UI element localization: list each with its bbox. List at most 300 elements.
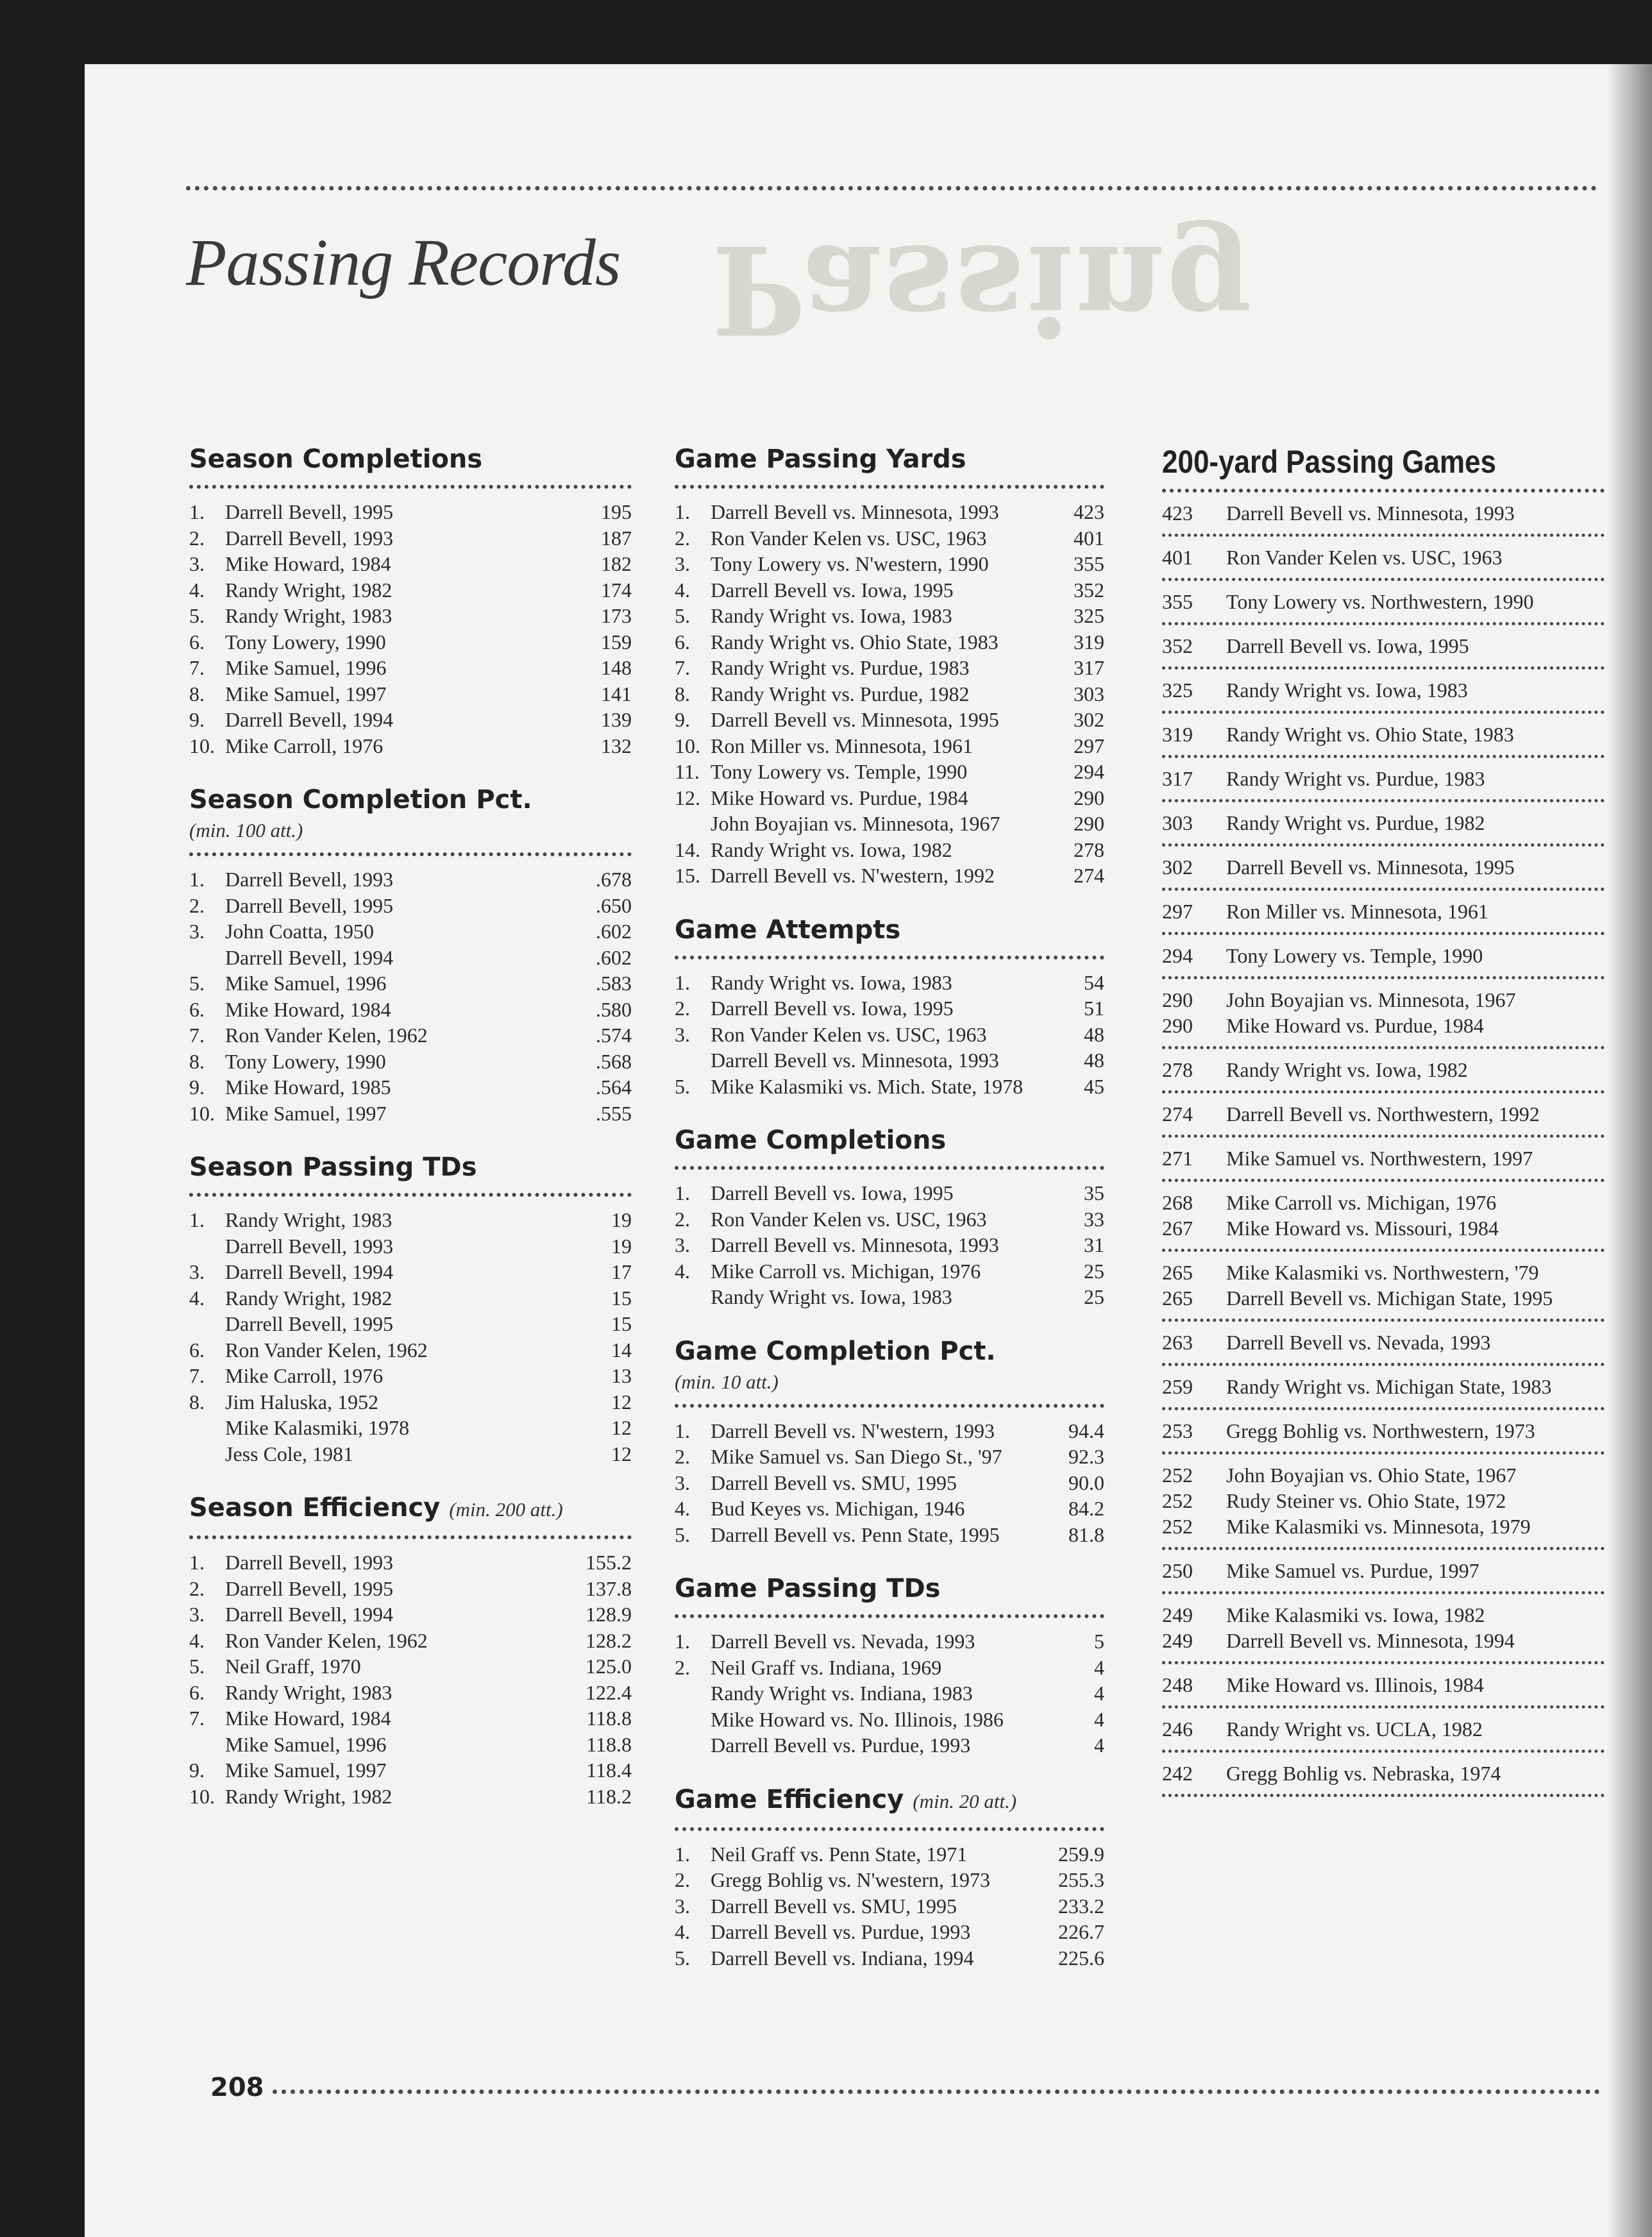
record-rank: 1. (675, 500, 690, 523)
record-row (189, 1441, 632, 1467)
game-entry (1162, 1049, 1605, 1093)
record-value: 118.8 (586, 1732, 632, 1756)
game-description: Mike Kalasmiki vs. Iowa, 1982 (1226, 1603, 1485, 1626)
section-title-text: Game Attempts (675, 915, 901, 945)
section-rule (675, 1614, 1104, 1618)
record-value: 352 (1074, 578, 1104, 602)
record-value: 25 (1084, 1259, 1104, 1283)
record-value: 302 (1074, 708, 1104, 731)
game-description: Mike Howard vs. Illinois, 1984 (1226, 1673, 1484, 1696)
record-rank: 8. (189, 682, 205, 705)
game-line (1162, 854, 1605, 880)
record-holder: Mike Kalasmiki, 1978 (225, 1416, 410, 1439)
record-rank (675, 1284, 711, 1310)
game-yards: 248 (1162, 1673, 1193, 1696)
page-gutter-shadow (1607, 64, 1652, 2237)
record-row (675, 970, 1104, 996)
record-holder: Mike Samuel vs. San Diego St., '97 (711, 1445, 1002, 1468)
record-value: 13 (611, 1364, 632, 1387)
game-line (1162, 810, 1605, 836)
section-title (675, 1124, 1104, 1157)
game-entry (1162, 493, 1605, 537)
record-holder: Randy Wright vs. Iowa, 1983 (711, 1285, 952, 1308)
record-section (189, 1491, 632, 1809)
column-left (189, 443, 632, 1809)
game-description: Darrell Bevell vs. Minnesota, 1994 (1226, 1629, 1515, 1652)
record-row (189, 1337, 632, 1363)
record-row (675, 1180, 1104, 1206)
record-row (675, 995, 1104, 1022)
record-row (189, 1285, 632, 1312)
record-value: 12 (611, 1390, 632, 1414)
record-section (675, 1572, 1104, 1759)
game-line (1162, 677, 1605, 703)
record-rank: 2. (675, 1655, 690, 1679)
record-holder: Darrell Bevell vs. Minnesota, 1995 (711, 708, 999, 731)
game-description: Darrell Bevell vs. Nevada, 1993 (1226, 1331, 1491, 1354)
record-row (189, 1784, 632, 1810)
record-rank: 9. (189, 1076, 205, 1099)
record-row (189, 997, 632, 1023)
record-value: 259.9 (1058, 1842, 1104, 1866)
section-title (675, 1783, 1104, 1818)
game-description: Randy Wright vs. Purdue, 1983 (1226, 767, 1485, 790)
record-value: 182 (601, 552, 632, 575)
record-row (189, 551, 632, 577)
record-holder: Mike Kalasmiki vs. Mich. State, 1978 (711, 1074, 1024, 1098)
record-row (189, 1705, 632, 1732)
game-description: Mike Kalasmiki vs. Minnesota, 1979 (1226, 1515, 1531, 1538)
game-description: Darrell Bevell vs. Iowa, 1995 (1226, 634, 1469, 657)
record-rank: 5. (189, 604, 205, 627)
record-rank (675, 1047, 711, 1074)
record-row (675, 1732, 1104, 1759)
record-holder: Mike Samuel, 1997 (225, 682, 387, 705)
record-rank: 5. (675, 1946, 690, 1970)
record-rank (189, 1415, 225, 1441)
record-row (189, 1549, 632, 1576)
record-row (189, 945, 632, 971)
game-line (1162, 1418, 1605, 1444)
column-middle (675, 443, 1104, 1971)
record-rank: 3. (675, 1233, 690, 1256)
record-holder: John Boyajian vs. Minnesota, 1967 (711, 812, 1000, 835)
record-row (189, 629, 632, 655)
record-row (189, 1653, 632, 1680)
game-line (1162, 1260, 1605, 1285)
record-holder: Randy Wright, 1983 (225, 1680, 392, 1704)
record-holder: Darrell Bevell vs. Iowa, 1995 (711, 997, 954, 1020)
record-row (675, 837, 1104, 863)
record-row (189, 733, 632, 759)
game-entry (1162, 670, 1605, 714)
section-title-text: Game Passing Yards (675, 444, 966, 474)
game-yards: 297 (1162, 900, 1193, 923)
record-row (675, 811, 1104, 837)
game-entry (1162, 1550, 1605, 1594)
game-entry (1162, 714, 1605, 758)
record-row (675, 707, 1104, 733)
record-holder: John Coatta, 1950 (225, 920, 374, 943)
record-row (189, 1049, 632, 1075)
game-description: Randy Wright vs. Iowa, 1982 (1226, 1058, 1468, 1081)
game-yards: 401 (1162, 546, 1193, 569)
game-description: Mike Howard vs. Missouri, 1984 (1226, 1217, 1499, 1240)
record-value: 94.4 (1068, 1419, 1104, 1442)
game-description: Darrell Bevell vs. Michigan State, 1995 (1226, 1287, 1553, 1310)
record-holder: Randy Wright, 1983 (225, 604, 392, 627)
record-value: 423 (1074, 500, 1104, 523)
record-row (675, 1893, 1104, 1920)
record-row (675, 1258, 1104, 1285)
game-description: Ron Vander Kelen vs. USC, 1963 (1226, 546, 1503, 569)
record-rank: 4. (675, 1497, 690, 1520)
page-title: Passing Records (186, 226, 621, 300)
record-rank: 10. (189, 734, 215, 757)
top-dotted-rule (186, 186, 1597, 190)
record-value: 118.8 (586, 1707, 632, 1730)
record-holder: Randy Wright, 1982 (225, 578, 392, 602)
record-value: 290 (1074, 786, 1104, 809)
game-line (1162, 1716, 1605, 1742)
record-holder: Darrell Bevell vs. Purdue, 1993 (711, 1920, 971, 1943)
game-line (1162, 1760, 1605, 1786)
record-value: 25 (1084, 1285, 1104, 1308)
record-holder: Ron Vander Kelen, 1962 (225, 1628, 428, 1652)
game-line (1162, 1462, 1605, 1488)
record-value: 31 (1084, 1233, 1104, 1256)
game-description: Darrell Bevell vs. Minnesota, 1995 (1226, 856, 1515, 879)
record-row (189, 970, 632, 997)
record-row (675, 1444, 1104, 1470)
record-holder: Darrell Bevell, 1994 (225, 708, 394, 731)
record-rank (675, 1707, 711, 1733)
game-line (1162, 766, 1605, 791)
record-holder: Mike Samuel, 1997 (225, 1101, 387, 1125)
record-rank: 2. (675, 1868, 690, 1891)
record-holder: Mike Howard, 1984 (225, 1707, 391, 1730)
section-title-text: Season Completions (189, 444, 483, 474)
game-description: John Boyajian vs. Ohio State, 1967 (1226, 1464, 1517, 1487)
record-row (675, 1206, 1104, 1233)
record-holder: Darrell Bevell, 1993 (225, 1551, 394, 1574)
game-yards: 253 (1162, 1419, 1193, 1442)
game-yards: 325 (1162, 679, 1193, 702)
ghost-title: Passing (712, 218, 1254, 361)
section-title: 200-yard Passing Games (1162, 444, 1496, 480)
column-right (1162, 443, 1605, 1797)
record-holder: Mike Howard, 1984 (225, 997, 391, 1021)
record-section (189, 1151, 632, 1467)
game-entry (1162, 581, 1605, 625)
record-row (189, 681, 632, 707)
record-rank: 1. (189, 500, 205, 523)
game-entry (1162, 625, 1605, 670)
record-value: 54 (1084, 970, 1104, 994)
record-section (675, 443, 1104, 889)
record-rank: 2. (675, 1445, 690, 1468)
game-entry (1162, 1753, 1605, 1797)
record-row (675, 1919, 1104, 1945)
section-title-text: Game Completion Pct. (675, 1336, 996, 1366)
section-title (189, 443, 632, 476)
game-yards: 268 (1162, 1191, 1193, 1214)
game-yards: 423 (1162, 502, 1193, 525)
record-rank: 9. (189, 708, 205, 731)
record-rank: 4. (189, 1286, 205, 1310)
record-rank (675, 1680, 711, 1707)
record-holder: Darrell Bevell, 1994 (225, 945, 394, 969)
record-holder: Gregg Bohlig vs. N'western, 1973 (711, 1868, 990, 1891)
record-holder: Randy Wright vs. Ohio State, 1983 (711, 630, 999, 654)
game-yards: 246 (1162, 1718, 1193, 1741)
game-yards: 278 (1162, 1058, 1193, 1081)
record-value: 33 (1084, 1207, 1104, 1231)
game-entry (1162, 1594, 1605, 1664)
record-value: 15 (611, 1312, 632, 1335)
record-holder: Mike Howard, 1984 (225, 552, 391, 575)
record-holder: Ron Miller vs. Minnesota, 1961 (711, 734, 973, 757)
game-yards: 265 (1162, 1287, 1193, 1310)
section-rule (189, 1535, 632, 1539)
record-rank: 3. (189, 1260, 205, 1283)
record-value: 139 (601, 708, 632, 731)
record-rank: 1. (675, 1419, 690, 1442)
record-section (675, 913, 1104, 1100)
record-value: 187 (601, 526, 632, 550)
record-row (675, 629, 1104, 655)
record-holder: Tony Lowery, 1990 (225, 1049, 386, 1073)
record-holder: Neil Graff vs. Indiana, 1969 (711, 1655, 942, 1679)
record-holder: Darrell Bevell vs. N'western, 1993 (711, 1419, 995, 1442)
record-value: 355 (1074, 552, 1104, 575)
record-rank: 2. (675, 997, 690, 1020)
game-entry (1162, 1093, 1605, 1138)
record-value: 297 (1074, 734, 1104, 757)
record-row (675, 1470, 1104, 1496)
record-rank: 4. (189, 578, 205, 602)
game-line (1162, 1672, 1605, 1698)
record-value: 148 (601, 656, 632, 679)
game-yards: 249 (1162, 1603, 1193, 1626)
game-line (1162, 500, 1605, 526)
record-value: 48 (1084, 1049, 1104, 1072)
game-line (1162, 1602, 1605, 1628)
record-value: 174 (601, 578, 632, 602)
record-rank: 1. (189, 1551, 205, 1574)
game-yards: 265 (1162, 1261, 1193, 1284)
game-line (1162, 899, 1605, 924)
record-rank: 5. (675, 1523, 690, 1546)
record-row (189, 707, 632, 733)
record-value: .574 (596, 1024, 632, 1047)
record-holder: Darrell Bevell, 1994 (225, 1603, 394, 1626)
game-line (1162, 1628, 1605, 1653)
record-row (675, 1284, 1104, 1310)
record-row (189, 1757, 632, 1784)
record-holder: Randy Wright, 1982 (225, 1286, 392, 1310)
record-holder: Ron Vander Kelen, 1962 (225, 1338, 428, 1362)
record-holder: Ron Vander Kelen vs. USC, 1963 (711, 1022, 987, 1046)
game-line (1162, 589, 1605, 614)
record-holder: Darrell Bevell, 1993 (225, 1234, 394, 1258)
game-description: Tony Lowery vs. Temple, 1990 (1226, 944, 1483, 967)
game-entry (1162, 1138, 1605, 1182)
record-holder: Darrell Bevell, 1995 (225, 1312, 394, 1335)
record-holder: Darrell Bevell vs. Iowa, 1995 (711, 578, 954, 602)
record-holder: Darrell Bevell vs. Purdue, 1993 (711, 1734, 971, 1757)
record-holder: Mike Howard vs. Purdue, 1984 (711, 786, 968, 809)
record-holder: Tony Lowery vs. N'western, 1990 (711, 552, 989, 575)
record-value: 290 (1074, 812, 1104, 835)
game-yards: 242 (1162, 1762, 1193, 1785)
record-row (675, 1074, 1104, 1100)
game-entry (1162, 1366, 1605, 1410)
record-row (189, 1628, 632, 1654)
record-row (675, 1867, 1104, 1893)
section-qualifier: (min. 20 att.) (913, 1789, 1017, 1812)
record-row (675, 1841, 1104, 1868)
record-rank: 7. (189, 656, 205, 679)
section-title (189, 1491, 632, 1526)
record-row (189, 603, 632, 629)
game-entry (1162, 537, 1605, 581)
game-line (1162, 1374, 1605, 1399)
record-rank: 5. (675, 1074, 690, 1098)
game-description: Randy Wright vs. Purdue, 1982 (1226, 811, 1485, 834)
game-description: Tony Lowery vs. Northwestern, 1990 (1226, 590, 1534, 613)
game-yards: 317 (1162, 767, 1193, 790)
record-holder: Darrell Bevell vs. Indiana, 1994 (711, 1946, 974, 1970)
game-description: Randy Wright vs. UCLA, 1982 (1226, 1718, 1483, 1741)
record-row (189, 1022, 632, 1049)
record-value: 159 (601, 630, 632, 654)
record-value: 48 (1084, 1022, 1104, 1046)
record-value: 4 (1094, 1707, 1104, 1731)
record-holder: Darrell Bevell, 1995 (225, 893, 394, 917)
record-row (675, 863, 1104, 889)
section-rule (675, 956, 1104, 959)
section-rule (189, 1193, 632, 1197)
game-line (1162, 1190, 1605, 1215)
record-rank: 3. (675, 1894, 690, 1918)
record-holder: Randy Wright vs. Purdue, 1982 (711, 682, 970, 705)
record-holder: Darrell Bevell, 1995 (225, 1576, 394, 1600)
record-section (189, 783, 632, 1126)
page-number: 208 (210, 2073, 264, 2102)
record-row (675, 785, 1104, 811)
record-section (189, 443, 632, 759)
game-description: Mike Howard vs. Purdue, 1984 (1226, 1014, 1484, 1037)
record-row (189, 1074, 632, 1101)
record-row (189, 655, 632, 681)
record-holder: Darrell Bevell vs. SMU, 1995 (711, 1471, 957, 1494)
record-row (189, 893, 632, 919)
record-rank: 2. (189, 526, 205, 550)
record-row (675, 1232, 1104, 1258)
record-rank: 1. (675, 1630, 690, 1653)
game-description: Randy Wright vs. Iowa, 1983 (1226, 679, 1468, 702)
section-rule (675, 1166, 1104, 1170)
record-rank: 5. (675, 604, 690, 627)
game-entry (1162, 1322, 1605, 1366)
game-line (1162, 633, 1605, 659)
record-rank: 14. (675, 838, 700, 861)
section-title-text: Game Efficiency (675, 1784, 904, 1814)
record-rank: 6. (675, 630, 690, 654)
record-rank (675, 1732, 711, 1759)
record-value: 132 (601, 734, 632, 757)
record-value: 4 (1094, 1682, 1104, 1705)
record-holder: Tony Lowery, 1990 (225, 630, 386, 654)
record-row (675, 681, 1104, 707)
record-value: 325 (1074, 604, 1104, 627)
record-value: 92.3 (1068, 1445, 1104, 1468)
record-row (675, 759, 1104, 785)
record-holder: Neil Graff vs. Penn State, 1971 (711, 1842, 968, 1866)
record-row (189, 1311, 632, 1337)
game-yards: 352 (1162, 634, 1193, 657)
record-row (189, 1415, 632, 1441)
section-title (189, 1151, 632, 1184)
record-rank: 15. (675, 864, 700, 887)
section-title-text: Game Completions (675, 1126, 947, 1155)
record-section (675, 1124, 1104, 1310)
record-value: 19 (611, 1208, 632, 1231)
section-title (675, 1572, 1104, 1605)
record-row (675, 655, 1104, 681)
game-line (1162, 544, 1605, 570)
record-row (189, 525, 632, 552)
game-line (1162, 1558, 1605, 1583)
record-holder: Neil Graff, 1970 (225, 1655, 361, 1678)
section-rule (675, 1827, 1104, 1831)
record-row (675, 1047, 1104, 1074)
section-title-text: Season Completion Pct. (189, 785, 532, 815)
game-description: Mike Samuel vs. Purdue, 1997 (1226, 1559, 1479, 1582)
record-row (189, 1389, 632, 1415)
record-rank: 2. (189, 1576, 205, 1600)
game-line (1162, 1488, 1605, 1514)
record-holder: Darrell Bevell, 1995 (225, 500, 394, 523)
record-rank: 10. (675, 734, 700, 757)
record-value: .580 (596, 997, 632, 1021)
record-row (189, 1680, 632, 1706)
game-yards: 274 (1162, 1102, 1193, 1126)
record-rank: 4. (675, 578, 690, 602)
record-holder: Randy Wright vs. Iowa, 1983 (711, 970, 952, 994)
game-yards: 290 (1162, 988, 1193, 1011)
record-holder: Darrell Bevell, 1993 (225, 868, 394, 891)
record-row (189, 1363, 632, 1389)
record-holder: Randy Wright, 1982 (225, 1784, 392, 1808)
record-holder: Randy Wright vs. Indiana, 1983 (711, 1682, 973, 1705)
record-value: 155.2 (586, 1551, 632, 1574)
record-value: 255.3 (1058, 1868, 1104, 1891)
record-rank: 3. (675, 1471, 690, 1494)
record-row (675, 499, 1104, 525)
record-rank: 3. (675, 552, 690, 575)
record-holder: Mike Samuel, 1996 (225, 656, 387, 679)
record-holder: Mike Carroll, 1976 (225, 1364, 384, 1387)
game-description: Randy Wright vs. Ohio State, 1983 (1226, 723, 1514, 746)
record-value: .602 (596, 945, 632, 969)
record-rank: 1. (189, 868, 205, 891)
game-line (1162, 1330, 1605, 1355)
game-yards: 263 (1162, 1331, 1193, 1354)
record-row (675, 603, 1104, 629)
record-holder: Mike Howard, 1985 (225, 1076, 391, 1099)
